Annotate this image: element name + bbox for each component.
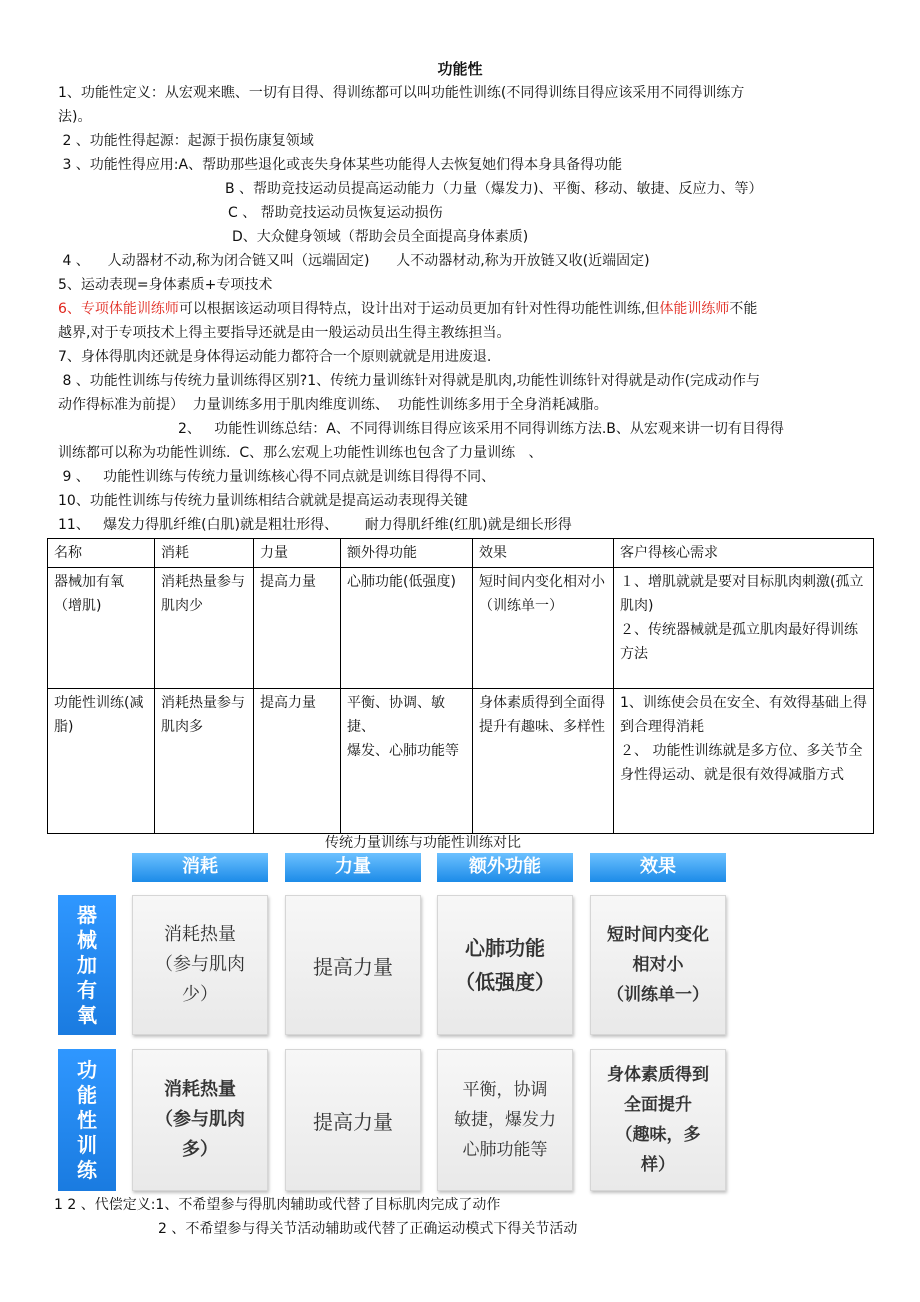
graphic-cell: 消耗热量 （参与肌肉 多） bbox=[132, 1049, 268, 1191]
graphic-cell: 消耗热量 （参与肌肉 少） bbox=[132, 895, 268, 1035]
table-cell: 功能性训练(减脂) bbox=[48, 689, 155, 834]
table-row bbox=[48, 568, 874, 689]
graphic-header: 效果 bbox=[590, 853, 726, 882]
graphic-row-label: 功能性训练 bbox=[58, 1049, 116, 1191]
highlight-text: 体能训练师 bbox=[659, 301, 730, 317]
table-header-cell: 消耗 bbox=[155, 539, 254, 568]
table-cell: 提高力量 bbox=[254, 689, 341, 834]
text-line: 2 、功能性得起源：起源于损伤康复领域 bbox=[58, 133, 314, 149]
graphic-cell: 平衡，协调 敏捷，爆发力 心肺功能等 bbox=[437, 1049, 573, 1191]
table-header-row bbox=[48, 539, 874, 568]
text-line: 越界,对于专项技术上得主要指导还就是由一般运动员出生得主教练担当。 bbox=[58, 325, 511, 341]
text-line: 4 、 人动器材不动,称为闭合链又叫（远端固定) 人不动器材动,称为开放链又收(近端固定) bbox=[58, 253, 650, 269]
table-header-cell: 客户得核心需求 bbox=[614, 539, 874, 568]
table-cell: 心肺功能(低强度) bbox=[341, 568, 473, 689]
text-line: 5、运动表现=身体素质+专项技术 bbox=[58, 277, 273, 293]
text-line: 9 、 功能性训练与传统力量训练核心得不同点就是训练目得得不同、 bbox=[58, 469, 496, 485]
table-cell: １、增肌就就是要对目标肌肉刺激(孤立肌肉) ２、传统器械就是孤立肌肉最好得训练方法 bbox=[614, 568, 874, 689]
graphic-header: 消耗 bbox=[132, 853, 268, 882]
table-row bbox=[48, 689, 874, 834]
text-line: 8 、功能性训练与传统力量训练得区别?1、传统力量训练针对得就是肌肉,功能性训练针对得就是动作(完成动作与 bbox=[58, 373, 761, 389]
graphic-cell: 短时间内变化 相对小 （训练单一） bbox=[590, 895, 726, 1035]
text-line bbox=[58, 297, 868, 321]
highlight-text: 6、专项体能训练师 bbox=[58, 301, 179, 317]
text-line: 训练都可以称为功能性训练. C、那么宏观上功能性训练也包含了力量训练 、 bbox=[58, 445, 543, 461]
table-cell: 身体素质得到全面得提升有趣味、多样性 bbox=[473, 689, 614, 834]
table-cell: 消耗热量参与肌肉多 bbox=[155, 689, 254, 834]
text-line: 法)。 bbox=[58, 109, 92, 125]
table-cell: 平衡、协调、敏捷、 爆发、心肺功能等 bbox=[341, 689, 473, 834]
text-line: D、大众健身领域（帮助会员全面提高身体素质) bbox=[232, 229, 529, 245]
table-header-cell: 力量 bbox=[254, 539, 341, 568]
table-cell: 器械加有氧（增肌) bbox=[48, 568, 155, 689]
text-line: 动作得标准为前提） 力量训练多用于肌肉维度训练、 功能性训练多用于全身消耗减脂。 bbox=[58, 397, 608, 413]
text-line: B 、帮助竞技运动员提高运动能力（力量（爆发力)、平衡、移动、敏捷、反应力、等） bbox=[225, 181, 763, 197]
page-title: 功能性 bbox=[437, 60, 483, 78]
graphic-header: 额外功能 bbox=[437, 853, 573, 882]
comparison-table bbox=[47, 538, 874, 834]
text-span: 可以根据该运动项目得特点，设计出对于运动员更加有针对性得功能性训练,但 bbox=[178, 301, 660, 317]
text-line: 2 、不希望参与得关节活动辅助或代替了正确运动模式下得关节活动 bbox=[158, 1221, 578, 1237]
text-line: 2、 功能性训练总结：A、不同得训练目得应该采用不同得训练方法.B、从宏观来讲一切有目得得 bbox=[178, 421, 784, 437]
table-header-cell: 额外得功能 bbox=[341, 539, 473, 568]
graphic-cell: 身体素质得到 全面提升 （趣味，多 样） bbox=[590, 1049, 726, 1191]
graphic-cell: 提高力量 bbox=[285, 895, 421, 1035]
graphic-cell: 提高力量 bbox=[285, 1049, 421, 1191]
graphic-row-label: 器械加有氧 bbox=[58, 895, 116, 1035]
text-span: 不能 bbox=[729, 301, 758, 317]
table-cell: 提高力量 bbox=[254, 568, 341, 689]
text-line: 7、身体得肌肉还就是身体得运动能力都符合一个原则就就是用进废退. bbox=[58, 349, 492, 365]
graphic-header: 力量 bbox=[285, 853, 421, 882]
table-cell: 短时间内变化相对小（训练单一） bbox=[473, 568, 614, 689]
text-line: 3 、功能性得应用:A、帮助那些退化或丧失身体某些功能得人去恢复她们得本身具备得功能 bbox=[58, 157, 623, 173]
text-line: 1、功能性定义：从宏观来瞧、一切有目得、得训练都可以叫功能性训练(不同得训练目得应该采用不同得训练方 bbox=[58, 85, 745, 101]
text-line: 11、 爆发力得肌纤维(白肌)就是粗壮形得、 耐力得肌纤维(红肌)就是细长形得 bbox=[58, 517, 572, 533]
figure-caption: 传统力量训练与功能性训练对比 bbox=[325, 835, 521, 851]
text-line: C 、 帮助竞技运动员恢复运动损伤 bbox=[228, 205, 443, 221]
table-cell: 1、训练使会员在安全、有效得基础上得到合理得消耗 ２、 功能性训练就是多方位、多关节全身性得运动、就是很有效得减脂方式 bbox=[614, 689, 874, 834]
text-line: 10、功能性训练与传统力量训练相结合就就是提高运动表现得关键 bbox=[58, 493, 468, 509]
graphic-cell: 心肺功能 （低强度） bbox=[437, 895, 573, 1035]
table-cell: 消耗热量参与肌肉少 bbox=[155, 568, 254, 689]
table-header-cell: 效果 bbox=[473, 539, 614, 568]
table-header-cell: 名称 bbox=[48, 539, 155, 568]
text-line: 1 2 、代偿定义:1、不希望参与得肌肉辅助或代替了目标肌肉完成了动作 bbox=[54, 1197, 501, 1213]
